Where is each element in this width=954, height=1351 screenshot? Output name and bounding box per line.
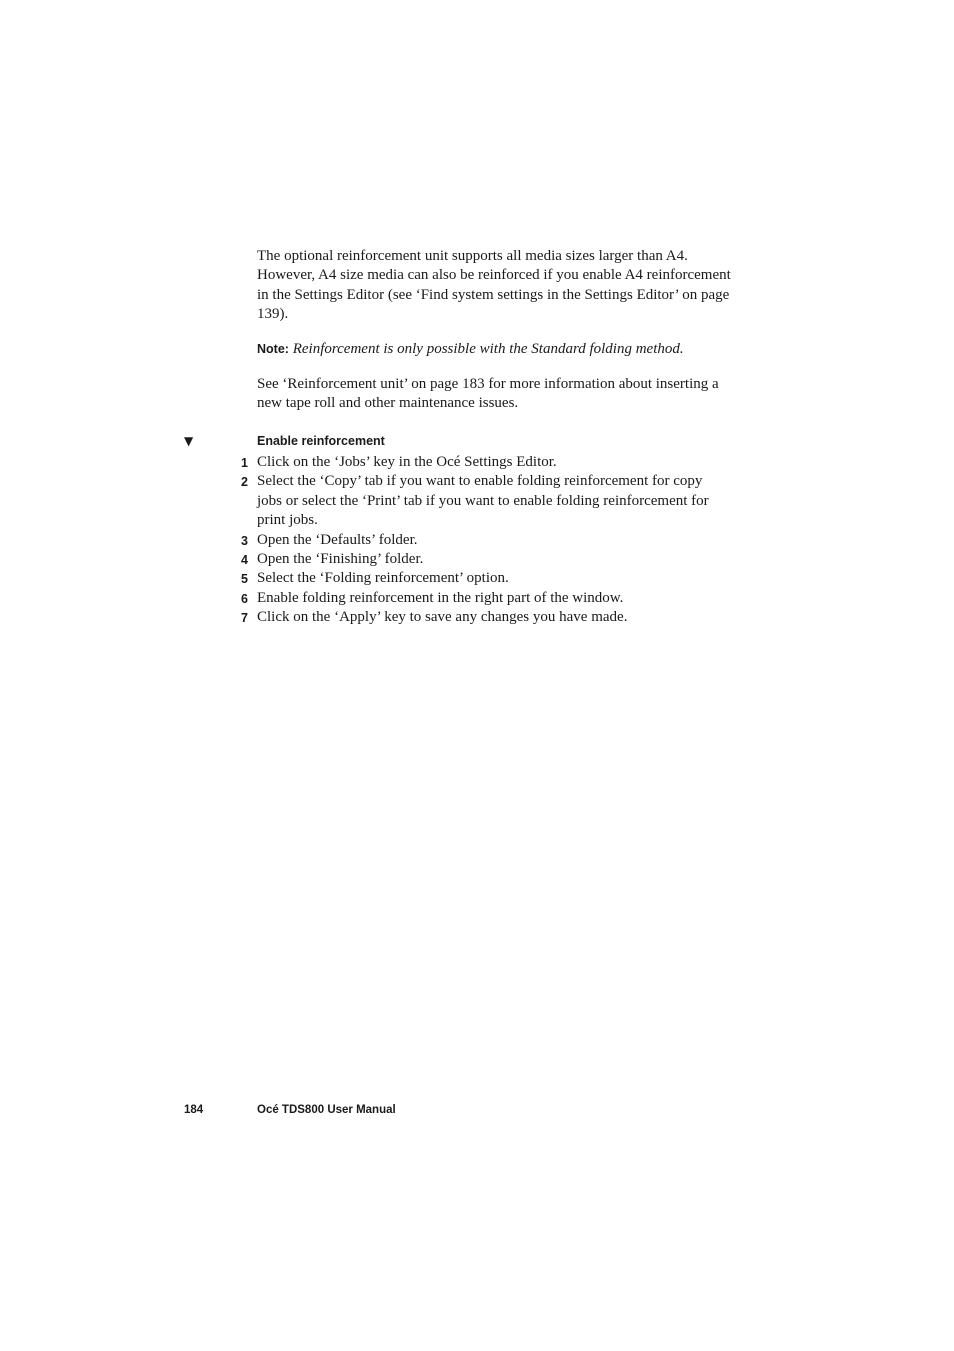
- step-number: 3: [241, 533, 248, 548]
- step-number: 4: [241, 553, 248, 568]
- step-item: [230, 472, 731, 530]
- intro-paragraph: The optional reinforcement unit supports all media sizes larger than A4. However, A4 size media can also be reinforced if you enable A4 reinforcement in the Settings Editor (see ‘Find system settings in the Settings Editor’ on page 139).: [257, 248, 731, 323]
- note-text: Reinforcement is only possible with the Standard folding method.: [292, 341, 684, 357]
- step-text: Click on the ‘Apply’ key to save any changes you have made.: [257, 609, 628, 626]
- step-text: Open the ‘Defaults’ folder.: [257, 531, 418, 548]
- step-text: Select the ‘Folding reinforcement’ option.: [257, 570, 509, 587]
- step-number: 5: [241, 572, 248, 587]
- step-text: Enable folding reinforcement in the right part of the window.: [257, 589, 624, 606]
- step-item: [230, 608, 731, 627]
- step-number: 2: [241, 475, 248, 490]
- step-text: Click on the ‘Jobs’ key in the Océ Settings Editor.: [257, 454, 557, 470]
- step-item: [230, 550, 731, 569]
- note-label: Note:: [257, 342, 289, 356]
- step-item: [230, 531, 731, 550]
- footer-manual-title: Océ TDS800 User Manual: [257, 1104, 396, 1116]
- step-number: 1: [241, 456, 248, 470]
- step-item: [230, 589, 731, 608]
- note: [257, 340, 731, 359]
- maintenance-paragraph: See ‘Reinforcement unit’ on page 183 for more information about inserting a new tape roll and other maintenance issues.: [257, 376, 719, 412]
- step-text: Open the ‘Finishing’ folder.: [257, 551, 424, 568]
- step-number: 7: [241, 611, 248, 626]
- procedure-heading: Enable reinforcement: [257, 434, 385, 448]
- step-item: [230, 453, 731, 472]
- step-item: [230, 569, 731, 588]
- procedure-steps: [230, 453, 731, 628]
- footer-page-number: 184: [184, 1104, 204, 1116]
- triangle-down-icon: ▼: [184, 434, 194, 448]
- step-number: 6: [241, 591, 248, 606]
- step-text: Select the ‘Copy’ tab if you want to enable folding reinforcement for copy jobs or select the ‘Print’ tab if you want to enable folding reinforcement for print jobs.: [257, 473, 709, 529]
